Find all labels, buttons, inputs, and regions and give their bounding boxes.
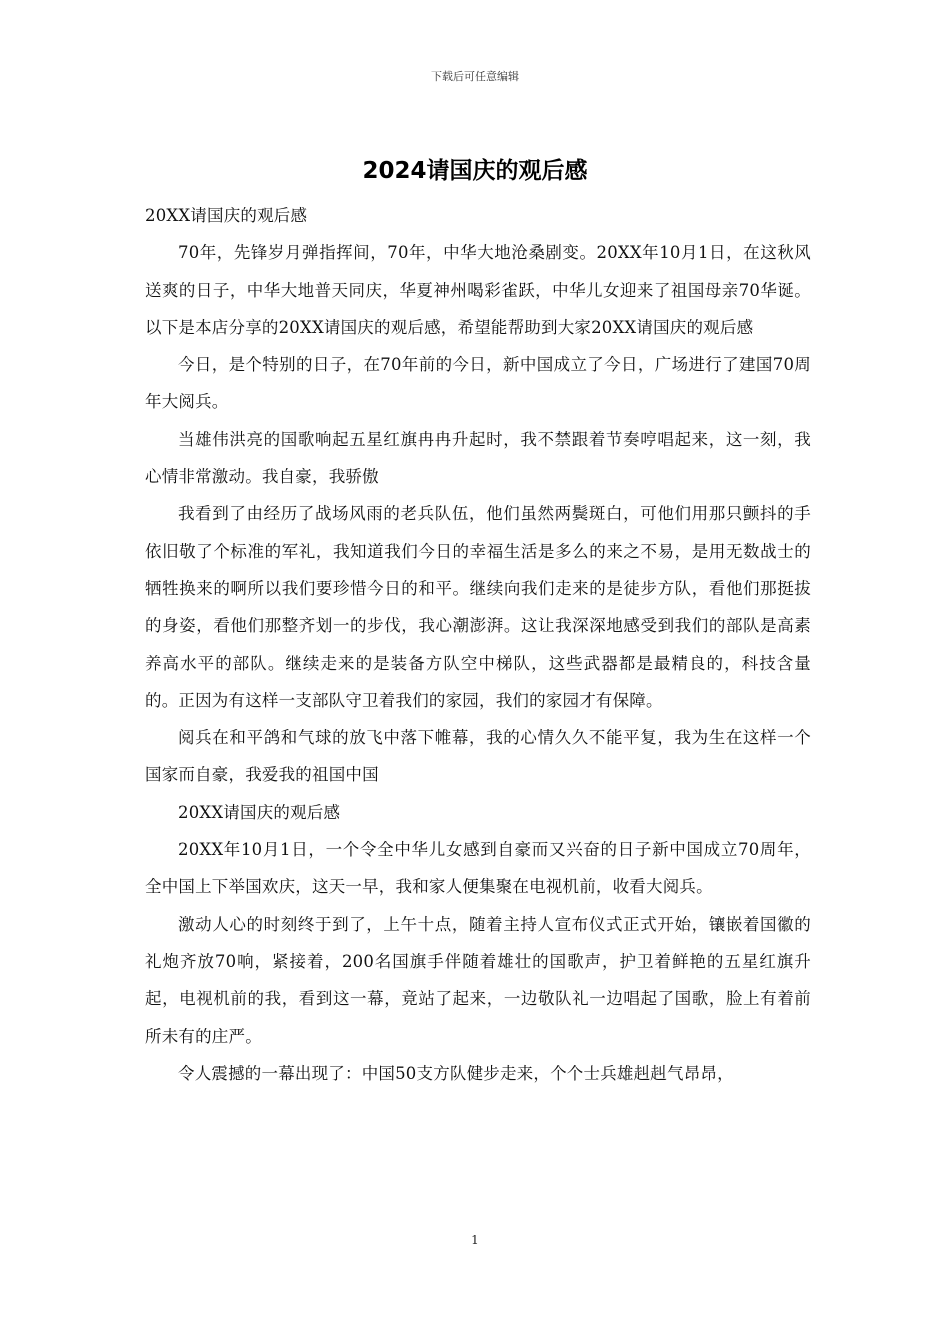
document-body: [145, 197, 811, 1092]
paragraph: 令人震撼的一幕出现了：中国50支方队健步走来，个个士兵雄赳赳气昂昂，: [178, 1063, 734, 1083]
page-number: 1: [471, 1233, 479, 1247]
paragraph: 今日，是个特别的日子，在70年前的今日，新中国成立了今日，广场进行了建国70周年大阅兵。: [145, 355, 811, 412]
paragraph: 70年，先锋岁月弹指挥间，70年，中华大地沧桑剧变。20XX年10月1日，在这秋风送爽的日子，中华大地普天同庆，华夏神州喝彩雀跃，中华儿女迎来了祖国母亲70华诞。以下是本店分享的20XX请国庆的观后感，希望能帮助到大家20XX请国庆的观后感: [145, 243, 811, 337]
paragraph: 20XX请国庆的观后感: [178, 802, 341, 822]
document-title: 2024请国庆的观后感: [362, 158, 588, 184]
paragraph: 激动人心的时刻终于到了，上午十点，随着主持人宣布仪式正式开始，镶嵌着国徽的礼炮齐放70响，紧接着，200名国旗手伴随着雄壮的国歌声，护卫着鲜艳的五星红旗升起，电视机前的我，看到这一幕，竟站了起来，一边敬队礼一边唱起了国歌，脸上有着前所未有的庄严。: [145, 914, 811, 1046]
paragraph: 我看到了由经历了战场风雨的老兵队伍，他们虽然两鬓斑白，可他们用那只颤抖的手依旧敬了个标准的军礼，我知道我们今日的幸福生活是多么的来之不易，是用无数战士的牺牲换来的啊所以我们要珍惜今日的和平。继续向我们走来的是徒步方队，看他们那挺拔的身姿，看他们那整齐划一的步伐，我心潮澎湃。这让我深深地感受到我们的部队是高素养高水平的部队。继续走来的是装备方队空中梯队，这些武器都是最精良的，科技含量的。正因为有这样一支部队守卫着我们的家园，我们的家园才有保障。: [145, 504, 811, 710]
paragraph: 20XX请国庆的观后感: [145, 206, 308, 225]
paragraph: 20XX年10月1日，一个令全中华儿女感到自豪而又兴奋的日子新中国成立70周年，全中国上下举国欢庆，这天一早，我和家人便集聚在电视机前，收看大阅兵。: [145, 840, 811, 897]
paragraph: 阅兵在和平鸽和气球的放飞中落下帷幕，我的心情久久不能平复，我为生在这样一个国家而自豪，我爱我的祖国中国: [145, 728, 811, 785]
header-note: 下载后可任意编辑: [431, 70, 519, 83]
paragraph: 当雄伟洪亮的国歌响起五星红旗冉冉升起时，我不禁跟着节奏哼唱起来，这一刻，我心情非常激动。我自豪，我骄傲: [145, 429, 811, 487]
